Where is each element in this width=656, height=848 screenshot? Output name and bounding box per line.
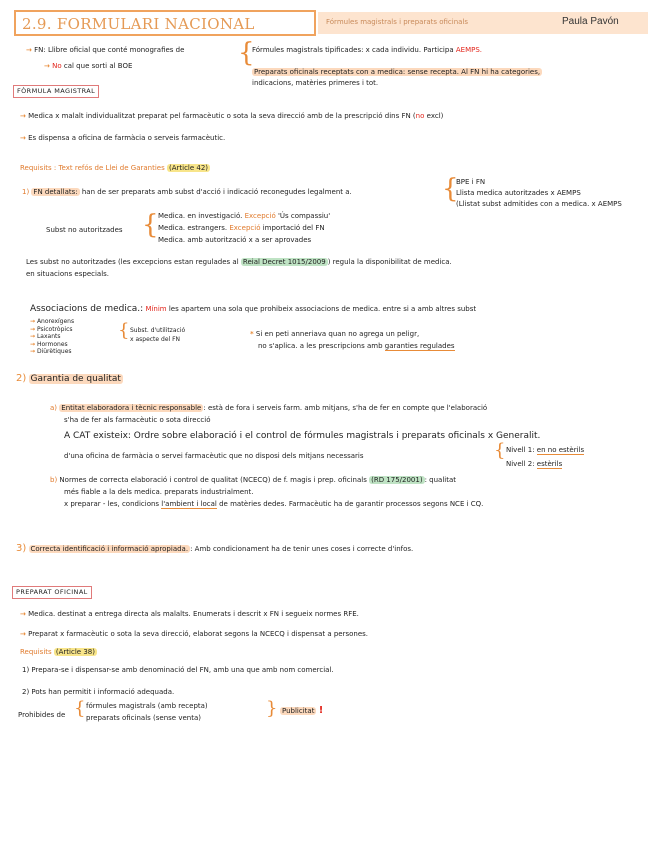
- subtitle-band: [318, 12, 648, 34]
- nivell-2-label: Nivell 2:: [506, 460, 535, 468]
- nivell-2: [506, 460, 562, 469]
- garantia-heading: [16, 374, 123, 384]
- entitat-elaboradora: Entitat elaboradora i tècnic responsable: [61, 404, 202, 412]
- garantia-a1-text: : està de fora i serveis farm. amb mitjans, s'ha de fer en compte que l'elaboració: [203, 404, 488, 412]
- subst-opt3: Medica. amb autorització x a ser aprovades: [158, 236, 312, 244]
- arrow-icon: →: [44, 62, 50, 70]
- fm-bullet2: [20, 134, 225, 143]
- arrow-icon: →: [20, 610, 26, 618]
- nivell-2-text: estèrils: [536, 460, 563, 468]
- assoc-note2-text: no s'aplica. a les prescripcions amb: [258, 342, 383, 350]
- garantia-b1: [50, 476, 456, 485]
- po-bullet2-text: Preparat x farmacèutic o sota la seva direcció, elaborat segons la NCECQ i dispensat a persones.: [28, 630, 369, 638]
- publicitat-text: Publicitat: [282, 707, 315, 715]
- exceptions-line2: en situacions especials.: [26, 270, 110, 278]
- ambient-local: l'ambient i local: [161, 500, 217, 508]
- page-title: 2.9. FORMULARI NACIONAL: [22, 15, 255, 33]
- associacions-list: [30, 318, 74, 356]
- assoc-sub1: Subst. d'utilització: [130, 327, 186, 334]
- subst-opt2-excepcio: Excepció: [229, 224, 261, 232]
- list-item: → Hormones: [30, 340, 68, 348]
- garantia-num: 2): [16, 373, 27, 384]
- fn-def-line1: FN: Llibre oficial que conté monografies de: [34, 46, 185, 54]
- fn-def-line2-text: cal que sorti al BOE: [63, 62, 133, 70]
- formula-magistral-label: FÒRMULA MAGISTRAL: [13, 85, 99, 98]
- assoc-sub2: x aspecte del FN: [130, 336, 181, 343]
- fm-bullet1: [20, 112, 443, 121]
- assoc-note1: [250, 330, 419, 339]
- list-item: → Anorexígens: [30, 318, 75, 325]
- po-bullet1: [20, 610, 359, 619]
- garantia-b2: més fiable a la dels medica. preparats industrialment.: [64, 488, 254, 496]
- po-bullet2: [20, 630, 368, 639]
- req-p1-label: FN detallats:: [33, 188, 78, 196]
- exceptions-text: Les subst no autoritzades (les excepcions estan regulades al: [26, 258, 239, 266]
- minim-label: Mínim: [145, 305, 167, 313]
- associacions-text: les apartem una sola que prohibeix associacions de medica. entre si a amb altres subst: [168, 305, 477, 313]
- garantia-b1-text: Normes de correcta elaboració i control de qualitat (NCECQ) de f. magis i prep. oficinals: [59, 476, 367, 484]
- nivell-1-label: Nivell 1:: [506, 446, 535, 454]
- garantia-a1: [50, 404, 487, 413]
- no-label: No: [52, 62, 62, 70]
- subst-opt1-end: 'Ús compassiu': [277, 212, 331, 220]
- brace-icon: {: [74, 698, 86, 719]
- fm-bullet1-end: excl): [426, 112, 444, 120]
- garantia-a-label: a): [50, 404, 58, 412]
- brace-icon: {: [118, 320, 130, 341]
- garantia-b3: [64, 500, 483, 509]
- brace-icon: }: [266, 698, 278, 719]
- req-p1: [22, 188, 352, 197]
- subst-opt2-text: Medica. estrangers.: [158, 224, 228, 232]
- garantia-a4: d'una oficina de farmàcia o servei farmacèutic que no disposi dels mitjans necessaris: [64, 452, 364, 460]
- arrow-icon: →: [20, 112, 26, 120]
- requisits-heading: [20, 164, 210, 173]
- exceptions-line1: [26, 258, 452, 267]
- po-req-2: 2) Pots han permitit i informació adequada.: [22, 688, 175, 696]
- garantia-heading-text: Garantia de qualitat: [30, 374, 121, 384]
- brace-icon: {: [442, 174, 459, 204]
- correcta-heading: Correcta identificació i informació apropiada.: [30, 545, 189, 553]
- subst-opt2-end: importació del FN: [262, 224, 325, 232]
- garantia-b-label: b): [50, 476, 58, 484]
- req-p1-opt3: (Llistat subst admitides con a medica. x AEMPS: [456, 200, 622, 208]
- req-p1-opt1: BPE i FN: [456, 178, 486, 186]
- req-p1-num: 1): [22, 188, 30, 196]
- nivell-1-text: en no estèrils: [536, 446, 585, 454]
- assoc-note1-text: Si en peti anneriava quan no agrega un peligr,: [255, 330, 420, 338]
- subst-opt1-excepcio: Excepció: [244, 212, 276, 220]
- subst-opt1: [158, 212, 330, 221]
- po-bullet1-text: Medica. destinat a entrega directa als malalts. Enumerats i descrit x FN i segueix normes RFE.: [28, 610, 359, 618]
- prohibides-opt1: fórmules magistrals (amb recepta): [86, 702, 208, 710]
- exclamation-icon: !: [318, 705, 324, 716]
- reial-decret: Reial Decret 1015/2009: [242, 258, 326, 266]
- fn-def-right3: indicacions, matèries primeres i tot.: [252, 79, 379, 87]
- subtitle: Fórmules magistrals i preparats oficinals: [326, 18, 469, 26]
- star-icon: *: [250, 330, 254, 338]
- preparat-oficinal-label: PREPARAT OFICINAL: [12, 586, 92, 599]
- req-p1-text: han de ser preparats amb subst d'acció i indicació reconegudes legalment a.: [81, 188, 352, 196]
- correcta-line: [16, 544, 413, 554]
- prohibides-label: Prohibides de: [18, 711, 66, 719]
- aemps-label: AEMPS.: [455, 46, 482, 54]
- fn-def-right1-text: Fórmules magistrals tipificades: x cada individu. Participa: [252, 46, 454, 54]
- exceptions-text-end: ) regula la disponibilitat de medica.: [327, 258, 452, 266]
- requisits-article: (Article 42): [168, 164, 209, 172]
- publicitat: [280, 706, 323, 716]
- garantia-b3-text: x preparar - les, condicions: [64, 500, 160, 508]
- garanties-regulades: garanties regulades: [384, 342, 455, 350]
- requisits-heading-text: Requisits : Text refós de Llei de Garanties: [20, 164, 165, 172]
- nivell-1: [506, 446, 584, 455]
- garantia-b3-end: de matèries dedes. Farmacèutic ha de garantir processos segons NCE i CQ.: [219, 500, 484, 508]
- fm-bullet2-text: Es dispensa a oficina de farmàcia o serveis farmacèutic.: [28, 134, 226, 142]
- po-requisits-heading: [20, 648, 97, 657]
- page-title-box: [14, 10, 316, 36]
- correcta-text: : Amb condicionament ha de tenir unes coses i correcte d'infos.: [190, 545, 414, 553]
- fm-bullet1-text: Medica x malalt individualitzat preparat pel farmacèutic o sota la seva direcció amb de la prescripció dins FN (: [28, 112, 416, 120]
- brace-icon: {: [238, 38, 255, 68]
- list-item: → Psicotròpics: [30, 325, 73, 333]
- list-item: → Laxants: [30, 333, 61, 340]
- fn-def-right2-text: Preparats oficinals receptats con a medica: sense recepta. Al FN hi ha categories,: [254, 68, 541, 76]
- assoc-note2: [258, 342, 455, 351]
- fn-def-line2: [44, 62, 132, 71]
- list-item: → Diürètiques: [30, 348, 72, 355]
- author-name: Paula Pavón: [562, 16, 619, 27]
- associacions-label: Associacions de medica.:: [30, 304, 144, 314]
- fn-def-right2: [252, 68, 542, 77]
- rd-175-2001: (RD 175/2001): [371, 476, 423, 484]
- associacions-line: [30, 305, 476, 314]
- arrow-icon: →: [20, 630, 26, 638]
- brace-icon: {: [494, 440, 506, 461]
- garantia-a3: A CAT existeix: Ordre sobre elaboració i el control de fórmules magistrals i preparats oficinals x Generalit.: [64, 431, 541, 441]
- po-req-heading: Requisits: [20, 648, 52, 656]
- fn-definition: [26, 46, 184, 55]
- prohibides-opt2: preparats oficinals (sense venta): [86, 714, 201, 722]
- subst-opt1-text: Medica. en investigació.: [158, 212, 243, 220]
- po-req-1: 1) Prepara-se i dispensar-se amb denominació del FN, amb una que amb nom comercial.: [22, 666, 334, 674]
- arrow-icon: →: [26, 46, 32, 54]
- subst-label: Subst no autoritzades: [46, 226, 123, 234]
- brace-icon: {: [142, 210, 159, 240]
- garantia-b1-end: : qualitat: [424, 476, 456, 484]
- subst-opt2: [158, 224, 325, 233]
- po-req-article: (Article 38): [55, 648, 95, 656]
- req-p1-opt2: Llista medica autoritzades x AEMPS: [456, 189, 581, 197]
- correcta-num: 3): [16, 543, 27, 554]
- arrow-icon: →: [20, 134, 26, 142]
- garantia-a2: s'ha de fer als farmacèutic o sota direcció: [64, 416, 211, 424]
- fm-no-label: no: [415, 112, 425, 120]
- fn-def-right1: [252, 46, 482, 55]
